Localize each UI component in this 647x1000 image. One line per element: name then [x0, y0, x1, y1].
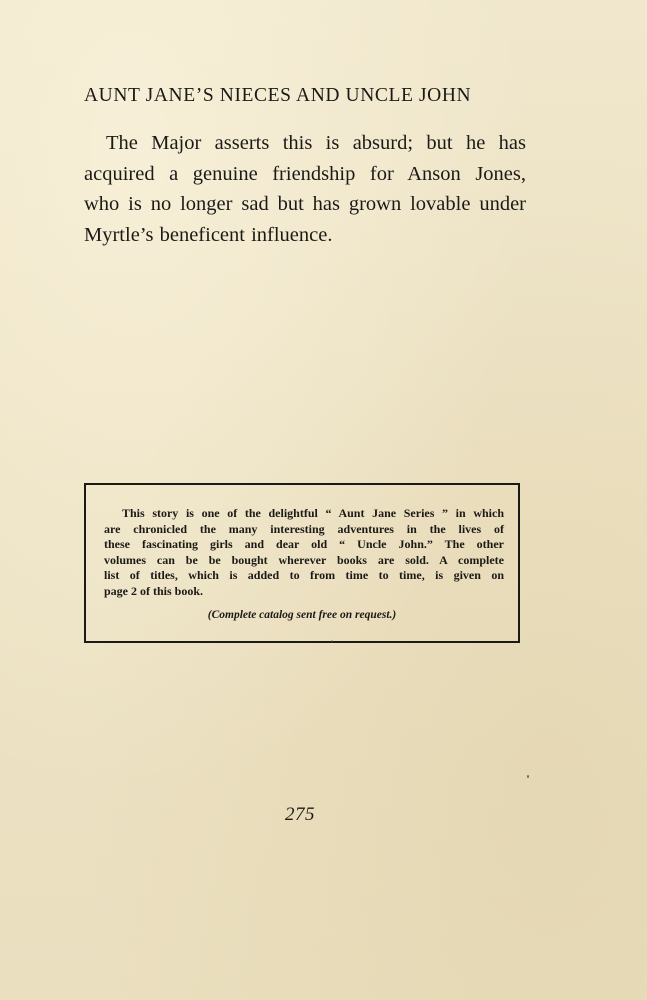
notice-line: are chronicled the many interesting adventures in the lives of — [104, 521, 504, 536]
body-paragraph — [84, 128, 526, 250]
notice-line: This story is one of the delightful “ Aunt Jane Series ” in which — [122, 506, 504, 520]
series-notice-text — [104, 506, 504, 599]
paragraph-line: Myrtle’s beneficent influence. — [84, 223, 333, 246]
paper-speck — [527, 775, 529, 778]
paper-speck — [331, 640, 333, 642]
paragraph-line: who is no longer sad but has grown lovable under — [84, 193, 526, 215]
catalog-footnote: (Complete catalog sent free on request.) — [207, 609, 397, 621]
paragraph-line: acquired a genuine friendship for Anson Jones, — [84, 162, 526, 185]
running-head: AUNT JANE’S NIECES AND UNCLE JOHN — [84, 85, 472, 106]
series-notice-box — [84, 483, 520, 643]
notice-line: list of titles, which is added to from time to time, is given on — [104, 568, 504, 582]
paragraph-line: The Major asserts this is absurd; but he has — [106, 132, 526, 154]
notice-line: these fascinating girls and dear old “ Uncle John.” The other — [104, 537, 504, 551]
notice-line: page 2 of this book. — [104, 583, 204, 598]
notice-line: volumes can be be bought wherever books are sold. A complete — [104, 552, 504, 567]
page-number: 275 — [285, 804, 315, 825]
